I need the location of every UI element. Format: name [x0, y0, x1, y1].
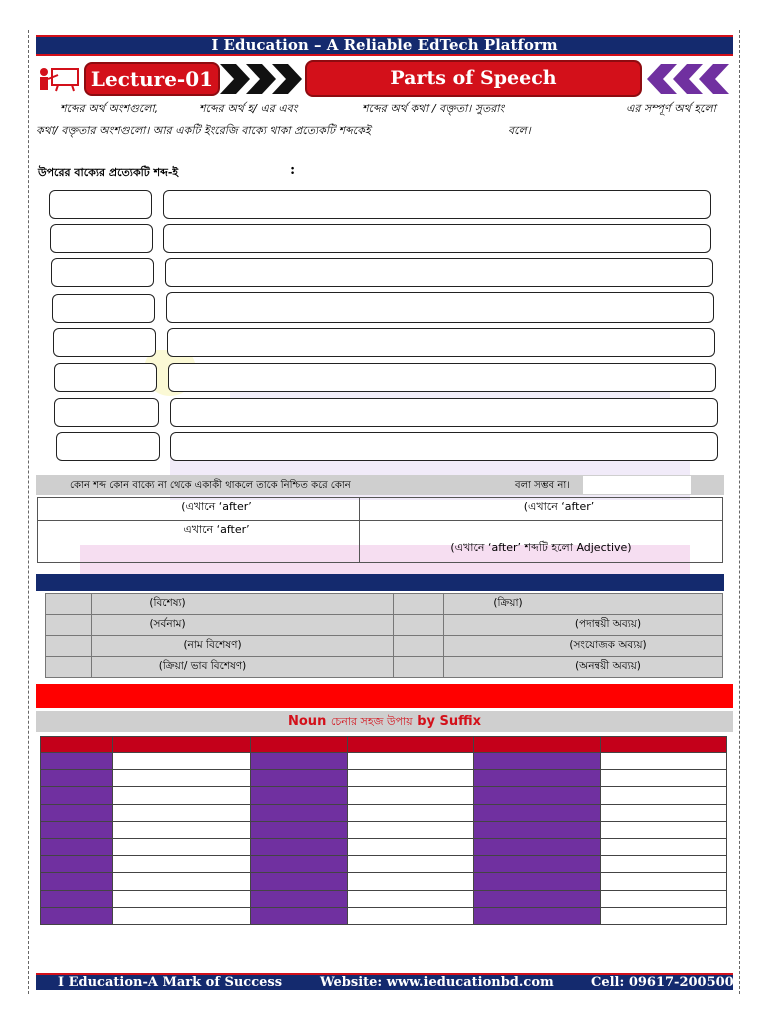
pos-label: (ক্রিয়া/ ভাব বিশেষণ) [92, 657, 394, 678]
pos-label: (পদান্বয়ী অব্যয়) [444, 615, 723, 636]
suffix-cell[interactable] [474, 770, 601, 787]
table-row [46, 594, 723, 615]
part-name-box-5[interactable] [53, 328, 156, 357]
suffix-cell[interactable] [474, 787, 601, 804]
example-cell: (এখানে ‘after’ শব্দটি হলো Adjective) [360, 521, 723, 563]
part-desc-box-1[interactable] [163, 190, 711, 219]
word-cell[interactable] [113, 770, 251, 787]
suffix-cell[interactable] [41, 890, 113, 907]
teacher-icon [38, 66, 82, 92]
table-row [41, 753, 727, 770]
word-cell[interactable] [348, 838, 474, 855]
suffix-by: by Suffix [417, 714, 481, 729]
suffix-cell[interactable] [474, 890, 601, 907]
table-row [41, 804, 727, 821]
part-desc-box-5[interactable] [167, 328, 715, 357]
table-row [41, 821, 727, 838]
part-name-box-6[interactable] [54, 363, 157, 392]
header-cell [474, 737, 601, 753]
part-name-box-2[interactable] [50, 224, 153, 253]
word-cell[interactable] [601, 804, 727, 821]
part-name-box-3[interactable] [51, 258, 154, 287]
part-desc-box-3[interactable] [165, 258, 713, 287]
word-cell[interactable] [601, 770, 727, 787]
part-desc-box-4[interactable] [166, 292, 714, 323]
intro-frag-2: শব্দের অর্থ হ/ এর এবং [199, 102, 298, 115]
pos-label: (সর্বনাম) [92, 615, 394, 636]
word-cell[interactable] [601, 873, 727, 890]
header-cell [601, 737, 727, 753]
pos-label: (নাম বিশেষণ) [92, 636, 394, 657]
word-cell[interactable] [601, 821, 727, 838]
table-row [41, 890, 727, 907]
word-cell[interactable] [348, 787, 474, 804]
example-cell: (এখানে ‘after’ [360, 498, 723, 521]
suffix-cell[interactable] [474, 838, 601, 855]
suffix-noun: Noun [288, 714, 327, 729]
word-cell[interactable] [113, 890, 251, 907]
pos-label: (সংযোজক অব্যয়) [444, 636, 723, 657]
table-row [41, 838, 727, 855]
suffix-heading [36, 711, 733, 732]
intro-frag-1: শব্দের অর্থ অংশগুলো, [60, 102, 159, 115]
suffix-cell[interactable] [251, 787, 348, 804]
pos-label: (ক্রিয়া) [444, 594, 723, 615]
note-text-left: কোন শব্দ কোন বাক্যে না থেকে একাকী থাকলে তাকে নিশ্চিত করে কোন [70, 480, 351, 491]
word-cell[interactable] [113, 753, 251, 770]
word-cell[interactable] [113, 804, 251, 821]
footer-website[interactable]: Website: www.ieducationbd.com [320, 975, 554, 990]
word-cell[interactable] [113, 873, 251, 890]
blank-cell[interactable] [394, 657, 444, 678]
word-cell[interactable] [113, 907, 251, 924]
example-cell: (এখানে ‘after’ [38, 498, 360, 521]
word-cell[interactable] [348, 856, 474, 873]
header-cell [251, 737, 348, 753]
note-text-right: বলা সম্ভব না। [515, 480, 570, 491]
parts-of-speech-table [45, 593, 723, 678]
word-cell[interactable] [348, 770, 474, 787]
suffix-cell[interactable] [251, 856, 348, 873]
prompt-colon: : [290, 162, 296, 178]
red-divider [36, 684, 733, 708]
chevron-left-icon [643, 62, 731, 96]
suffix-cell[interactable] [41, 907, 113, 924]
part-desc-box-7[interactable] [170, 398, 718, 427]
word-cell[interactable] [348, 890, 474, 907]
table-row [41, 856, 727, 873]
pos-label: (বিশেষ্য) [92, 594, 394, 615]
part-desc-box-2[interactable] [163, 224, 711, 253]
blank-cell[interactable] [46, 615, 92, 636]
footer-bar [36, 973, 733, 990]
suffix-cell[interactable] [251, 821, 348, 838]
part-name-box-1[interactable] [49, 190, 152, 219]
header-cell [113, 737, 251, 753]
word-cell[interactable] [601, 838, 727, 855]
word-cell[interactable] [113, 787, 251, 804]
word-cell[interactable] [348, 907, 474, 924]
intro-frag-5: কথা/ বক্তৃতার অংশগুলো। আর একটি ইংরেজি বাক্যে থাকা প্রত্যেকটি শব্দকেই [36, 124, 371, 137]
word-cell[interactable] [348, 873, 474, 890]
suffix-cell[interactable] [251, 770, 348, 787]
table-header-row [41, 737, 727, 753]
part-name-box-4[interactable] [52, 294, 155, 323]
header-cell [41, 737, 113, 753]
blank-cell[interactable] [394, 594, 444, 615]
word-cell[interactable] [601, 907, 727, 924]
suffix-cell[interactable] [41, 804, 113, 821]
suffix-table [40, 736, 727, 925]
blank-cell[interactable] [46, 636, 92, 657]
suffix-cell[interactable] [474, 856, 601, 873]
part-desc-box-8[interactable] [170, 432, 718, 461]
suffix-cell[interactable] [41, 873, 113, 890]
prompt-text: উপরের বাক্যের প্রত্যেকটি শব্দ-ই [38, 166, 179, 179]
suffix-cell[interactable] [41, 856, 113, 873]
suffix-cell[interactable] [41, 770, 113, 787]
blank-cell[interactable] [46, 594, 92, 615]
pos-label: (অনন্বয়ী অব্যয়) [444, 657, 723, 678]
suffix-cell[interactable] [251, 907, 348, 924]
word-cell[interactable] [601, 856, 727, 873]
word-cell[interactable] [601, 890, 727, 907]
part-desc-box-6[interactable] [168, 363, 716, 392]
section-divider [36, 574, 724, 591]
table-row [46, 615, 723, 636]
word-cell[interactable] [348, 821, 474, 838]
word-cell[interactable] [113, 856, 251, 873]
suffix-bn: চেনার সহজ উপায় [330, 715, 413, 728]
suffix-cell[interactable] [251, 838, 348, 855]
header-cell [348, 737, 474, 753]
word-cell[interactable] [113, 838, 251, 855]
part-name-box-7[interactable] [54, 398, 159, 427]
suffix-cell[interactable] [474, 907, 601, 924]
suffix-cell[interactable] [474, 804, 601, 821]
top-banner: I Education – A Reliable EdTech Platform [36, 35, 733, 56]
intro-frag-6: বলে। [508, 124, 531, 137]
word-cell[interactable] [601, 787, 727, 804]
page-title: Parts of Speech [305, 60, 642, 97]
suffix-cell[interactable] [41, 821, 113, 838]
suffix-cell[interactable] [41, 753, 113, 770]
word-cell[interactable] [113, 821, 251, 838]
footer-phone: Cell: 09617-200500 [591, 975, 734, 990]
suffix-cell[interactable] [41, 838, 113, 855]
footer-slogan: I Education-A Mark of Success [58, 975, 283, 990]
lecture-badge: Lecture-01 [84, 62, 220, 96]
table-row [41, 873, 727, 890]
table-row [46, 657, 723, 678]
suffix-cell[interactable] [251, 873, 348, 890]
blank-cell[interactable] [46, 657, 92, 678]
word-cell[interactable] [348, 753, 474, 770]
table-row [41, 770, 727, 787]
suffix-cell[interactable] [474, 753, 601, 770]
suffix-cell[interactable] [251, 804, 348, 821]
suffix-cell[interactable] [251, 890, 348, 907]
table-row [41, 787, 727, 804]
blank-cell[interactable] [394, 636, 444, 657]
intro-frag-3: শব্দের অর্থ কথা / বক্তৃতা। সুতরাং [362, 102, 505, 115]
intro-frag-4: এর সম্পূর্ণ অর্থ হলো [626, 102, 716, 115]
blank-cell[interactable] [394, 615, 444, 636]
table-row [46, 636, 723, 657]
example-cell: এখানে ‘after’ [38, 521, 360, 563]
suffix-cell[interactable] [251, 753, 348, 770]
word-cell[interactable] [601, 753, 727, 770]
example-table [37, 497, 723, 563]
note-blank [583, 476, 691, 494]
chevron-right-icon [218, 62, 306, 96]
table-row [41, 907, 727, 924]
suffix-cell[interactable] [474, 821, 601, 838]
part-name-box-8[interactable] [56, 432, 160, 461]
suffix-cell[interactable] [41, 787, 113, 804]
word-cell[interactable] [348, 804, 474, 821]
suffix-cell[interactable] [474, 873, 601, 890]
